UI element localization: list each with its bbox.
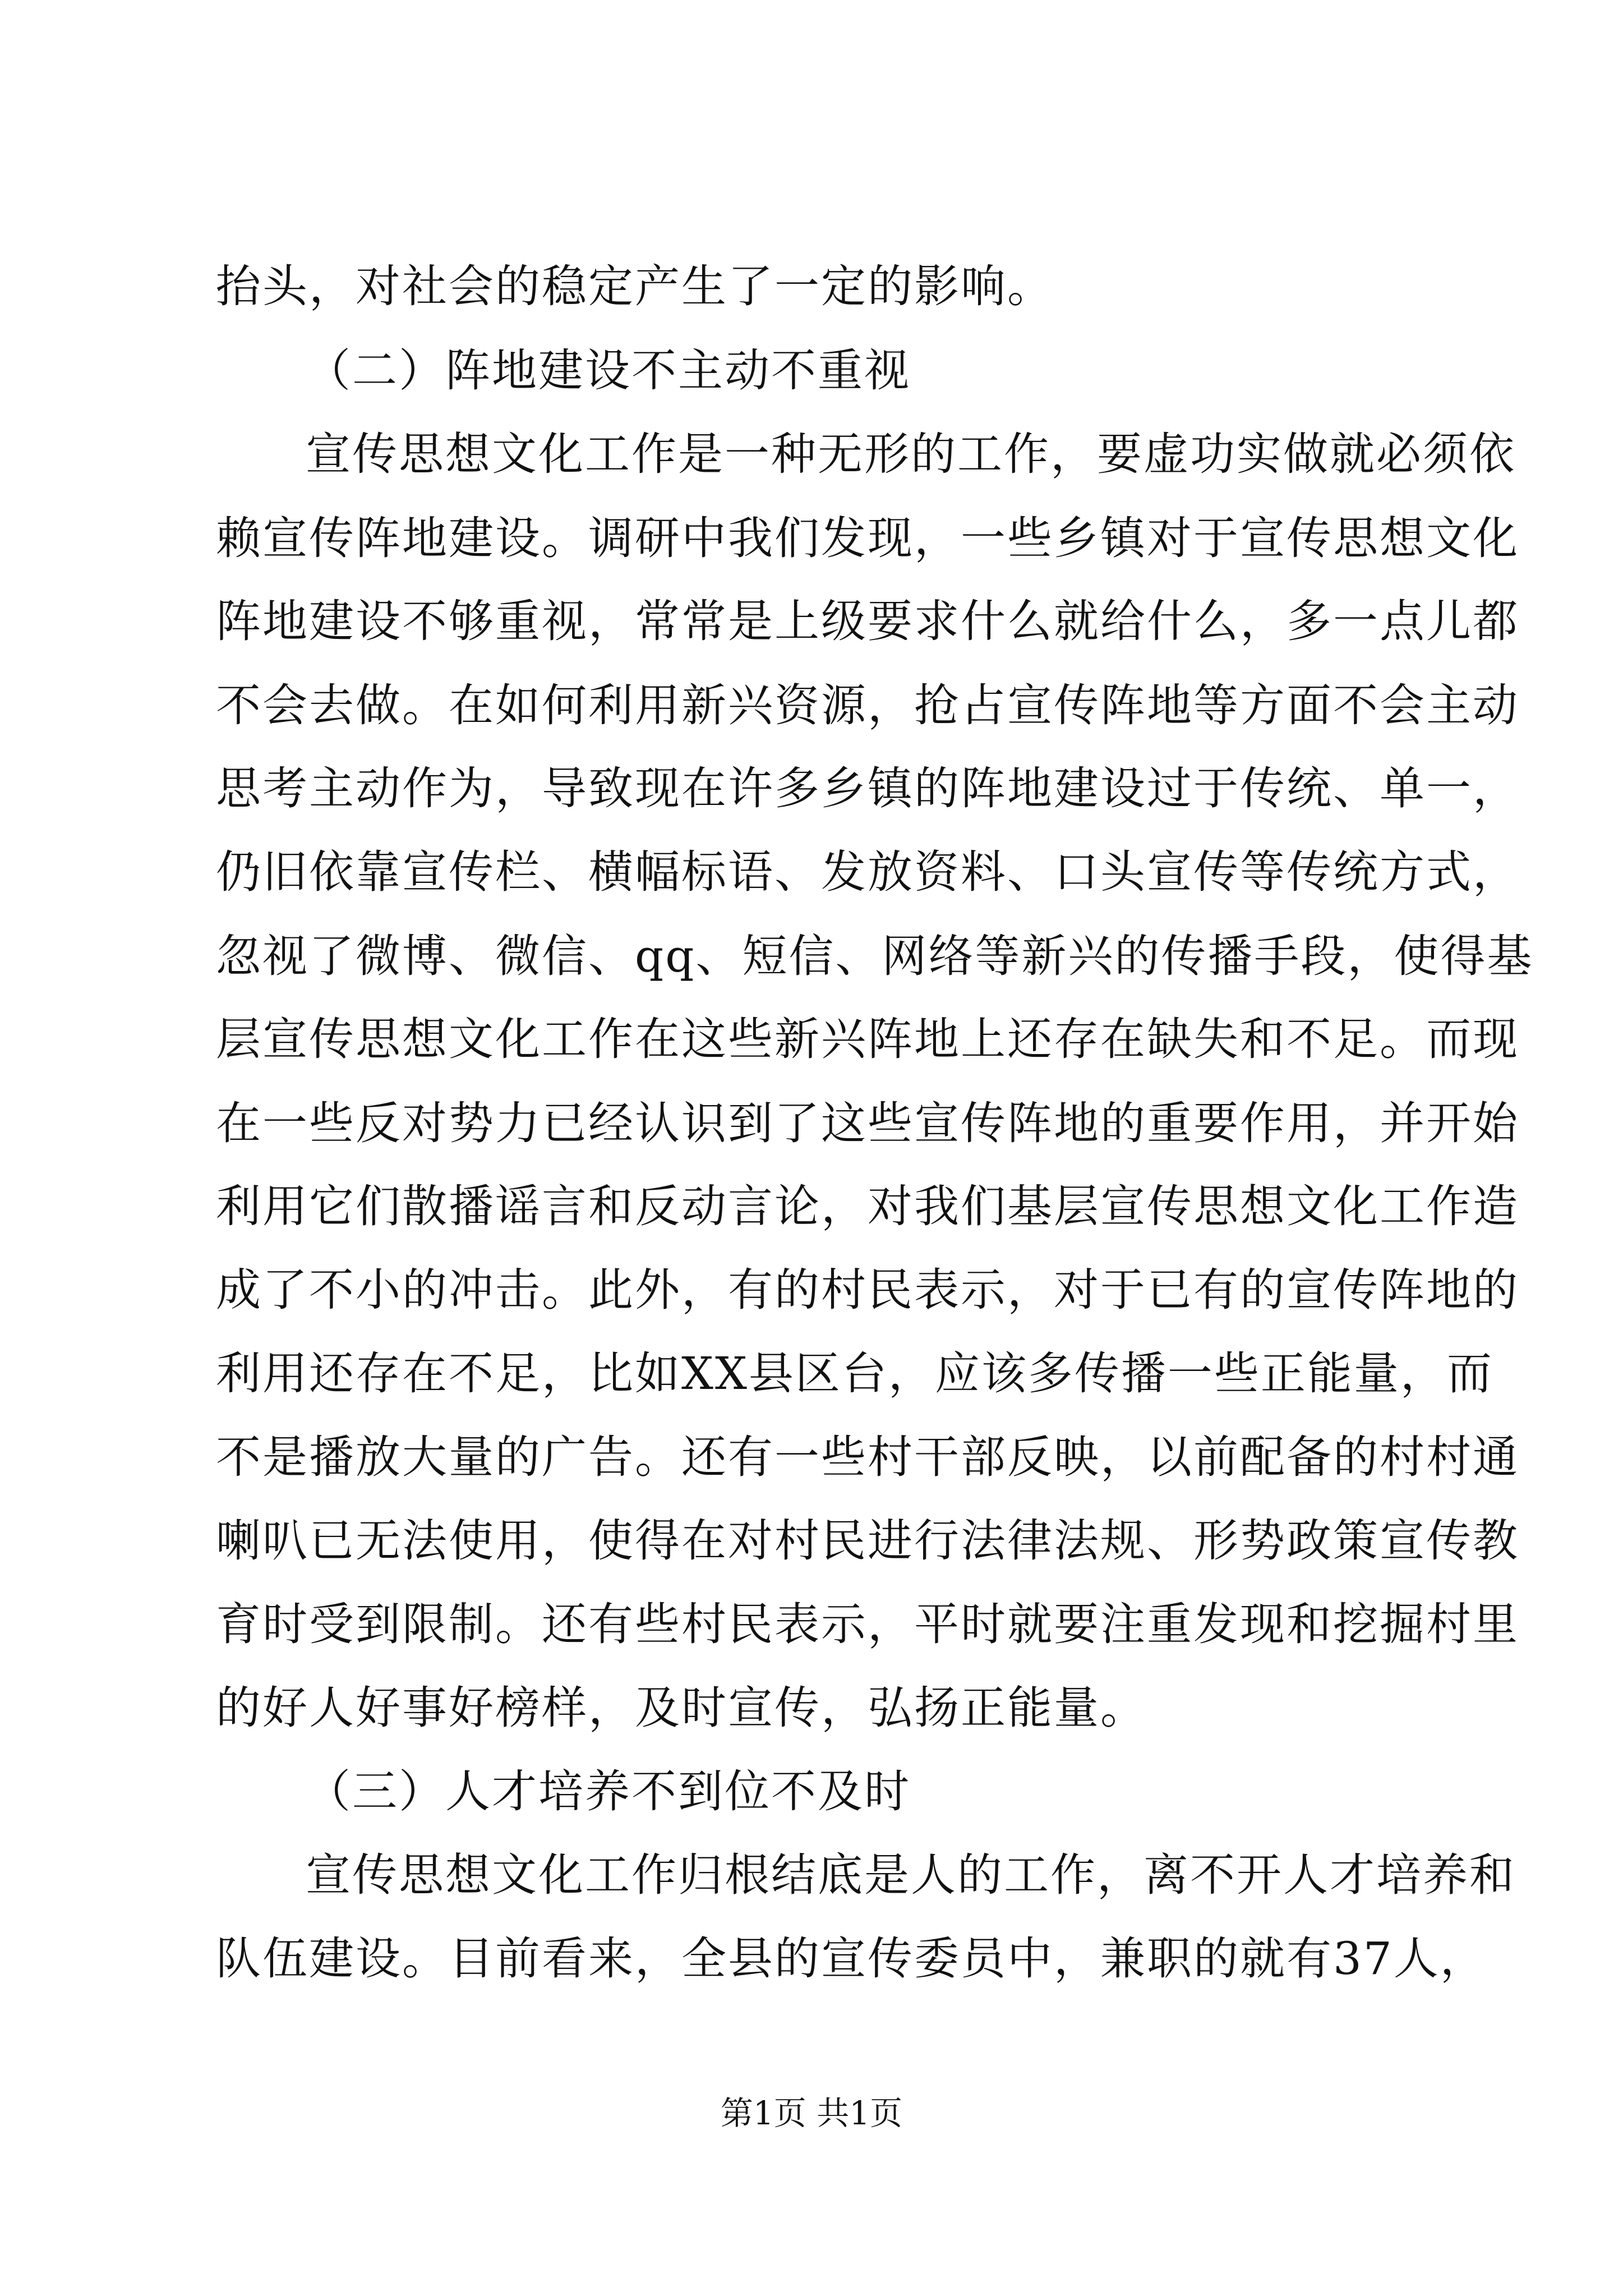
paragraph-line: 宣传思想文化工作归根结底是人的工作，离不开人才培养和: [306, 1849, 1516, 1901]
paragraph-line: 忽视了微博、微信、qq、短信、网络等新兴的传播手段，使得基: [216, 930, 1534, 982]
section-heading: （三）人才培养不到位不及时: [306, 1765, 911, 1818]
paragraph-line: 抬头，对社会的稳定产生了一定的影响。: [216, 260, 1054, 312]
paragraph-line: 宣传思想文化工作是一种无形的工作，要虚功实做就必须依: [306, 428, 1516, 480]
paragraph-line: 育时受到限制。还有些村民表示，平时就要注重发现和挖掘村里: [216, 1598, 1519, 1650]
paragraph-line: 利用它们散播谣言和反动言论，对我们基层宣传思想文化工作造: [216, 1180, 1519, 1232]
paragraph-line: 不会去做。在如何利用新兴资源，抢占宣传阵地等方面不会主动: [216, 679, 1519, 731]
paragraph-line: 利用还存在不足，比如XX县区台，应该多传播一些正能量，而: [216, 1347, 1493, 1400]
paragraph-line: 仍旧依靠宣传栏、横幅标语、发放资料、口头宣传等传统方式，: [216, 846, 1519, 898]
page-footer: 第1页 共1页: [720, 2094, 903, 2132]
paragraph-line: 的好人好事好榜样，及时宣传，弘扬正能量。: [216, 1682, 1147, 1734]
paragraph-line: 赖宣传阵地建设。调研中我们发现，一些乡镇对于宣传思想文化: [216, 512, 1519, 564]
paragraph-line: 在一些反对势力已经认识到了这些宣传阵地的重要作用，并开始: [216, 1097, 1519, 1149]
paragraph-line: 层宣传思想文化工作在这些新兴阵地上还存在缺失和不足。而现: [216, 1013, 1519, 1065]
paragraph-line: 不是播放大量的广告。还有一些村干部反映，以前配备的村村通: [216, 1431, 1519, 1483]
paragraph-line: 队伍建设。目前看来，全县的宣传委员中，兼职的就有37人，: [216, 1932, 1487, 1985]
paragraph-line: 阵地建设不够重视，常常是上级要求什么就给什么，多一点儿都: [216, 595, 1519, 647]
paragraph-line: 思考主动作为，导致现在许多乡镇的阵地建设过于传统、单一，: [216, 762, 1519, 815]
section-heading: （二）阵地建设不主动不重视: [306, 344, 911, 397]
paragraph-line: 喇叭已无法使用，使得在对村民进行法律法规、形势政策宣传教: [216, 1515, 1519, 1567]
paragraph-line: 成了不小的冲击。此外，有的村民表示，对于已有的宣传阵地的: [216, 1264, 1519, 1316]
